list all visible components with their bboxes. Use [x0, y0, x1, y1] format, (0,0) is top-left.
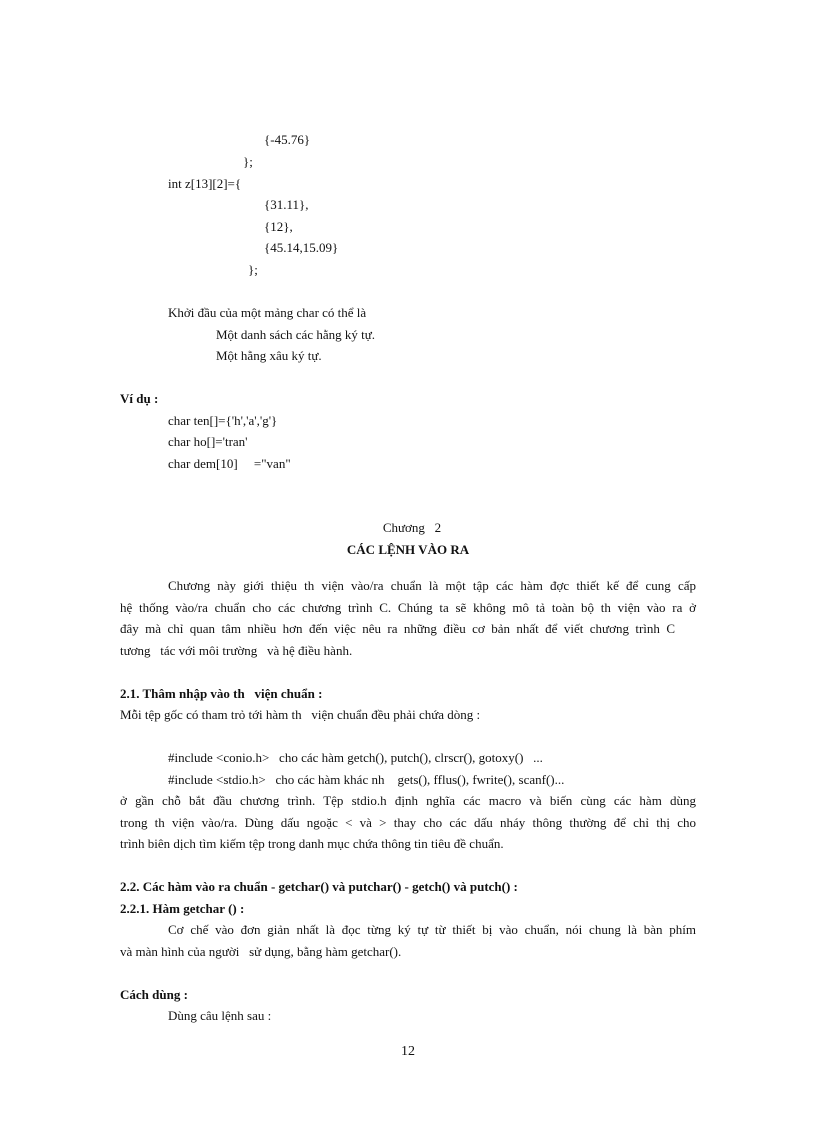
code-line: int z[13][2]={	[168, 176, 242, 191]
code-line: {31.11},	[264, 197, 309, 212]
code-line: char ho[]='tran'	[168, 434, 248, 449]
code-line: char ten[]={'h','a','g'}	[168, 413, 278, 428]
chapter-label: Chương 2	[382, 520, 442, 535]
code-line: {12},	[264, 219, 293, 234]
subsection-heading: 2.2.1. Hàm getchar () :	[120, 901, 245, 916]
usage-heading: Cách dùng :	[120, 987, 188, 1002]
paragraph-line: tương tác với môi trường và hệ điều hành.	[120, 643, 353, 658]
code-line: {45.14,15.09}	[264, 240, 339, 255]
paragraph-line: và màn hình của người sử dụng, bằng hàm getchar().	[120, 944, 402, 959]
paragraph-line: Mỗi tệp gốc có tham trỏ tới hàm th viện chuẩn đều phải chứa dòng :	[120, 707, 481, 722]
section-heading: 2.1. Thâm nhập vào th viện chuẩn :	[120, 686, 323, 701]
paragraph-line: hệ thống vào/ra chuẩn cho các chương trình C. Chúng ta sẽ không mô tả toàn bộ th viện vào ra ở	[120, 600, 696, 615]
code-line: #include <stdio.h> cho các hàm khác nh gets(), fflus(), fwrite(), scanf()...	[168, 772, 565, 787]
code-line: #include <conio.h> cho các hàm getch(), putch(), clrscr(), gotoxy() ...	[168, 750, 543, 765]
code-line: };	[248, 262, 258, 277]
paragraph-line: trong th viện vào/ra. Dùng dấu ngoặc < và > thay cho các dấu nháy thông thường để chỉ thị cho	[120, 815, 696, 830]
paragraph-line: Cơ chế vào đơn giản nhất là đọc từng ký tự từ thiết bị vào chuẩn, nói chung là bàn phím	[168, 922, 696, 937]
list-item: Một hằng xâu ký tự.	[216, 348, 322, 363]
section-heading: 2.2. Các hàm vào ra chuẩn - getchar() và putchar() - getch() và putch() :	[120, 879, 518, 894]
page-number: 12	[401, 1044, 415, 1059]
code-line: {-45.76}	[264, 132, 311, 147]
paragraph-line: ở gần chỗ bắt đầu chương trình. Tệp stdio.h định nghĩa các macro và biến cùng các hàm dùng	[120, 793, 696, 808]
list-item: Một danh sách các hằng ký tự.	[216, 327, 376, 342]
paragraph-line: Dùng câu lệnh sau :	[168, 1008, 272, 1023]
paragraph-line: trình biên dịch tìm kiếm tệp trong danh mục chứa thông tin tiêu đề chuẩn.	[120, 836, 504, 851]
paragraph-line: đây mà chỉ quan tâm nhiều hơn đến việc nêu ra những điều cơ bản nhất để viết chương trình C	[120, 621, 675, 636]
paragraph-line: Khởi đầu của một mảng char có thể là	[168, 305, 367, 320]
paragraph-line: Chương này giới thiệu th viện vào/ra chuẩn là một tập các hàm đợc thiết kế để cung cấp	[168, 578, 696, 593]
example-heading: Ví dụ :	[120, 391, 159, 406]
code-line: char dem[10] ="van"	[168, 456, 291, 471]
chapter-title: CÁC LỆNH VÀO RA	[346, 542, 470, 557]
code-line: };	[243, 154, 253, 169]
